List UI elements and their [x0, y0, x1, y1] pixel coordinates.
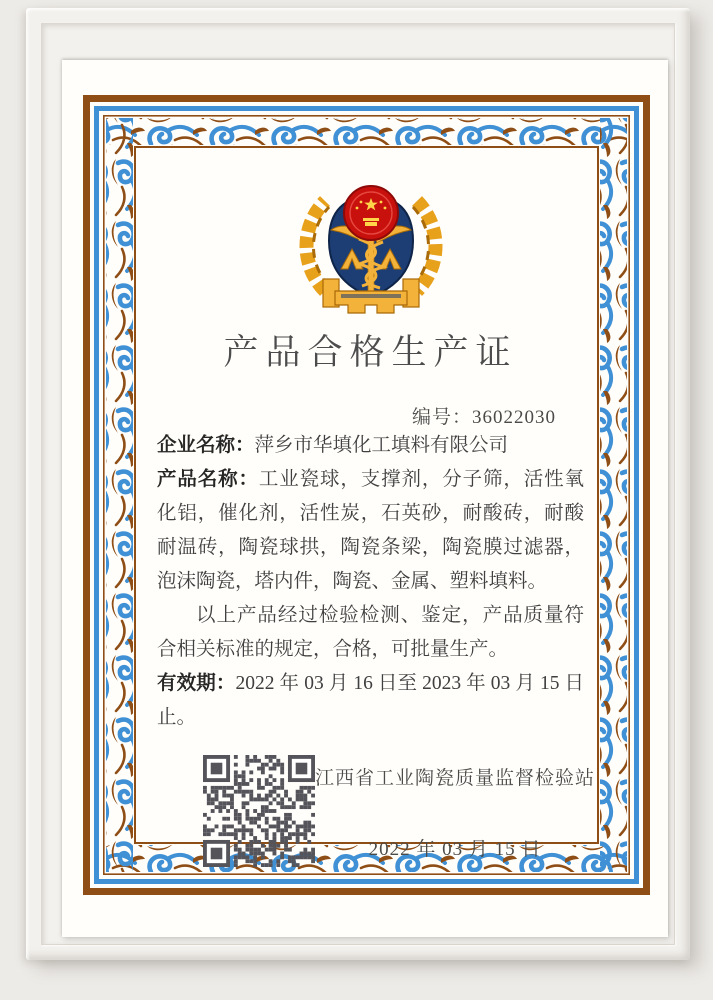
- validity-text: 2022 年 03 月 16 日至 2023 年 03 月 15 日止。: [157, 673, 584, 728]
- statement-paragraph: 以上产品经过检验检测、鉴定，产品质量符合相关标准的规定，合格，可批量生产。: [157, 605, 584, 660]
- certificate-emblem: [295, 171, 447, 316]
- company-name: 萍乡市华填化工填料有限公司: [254, 435, 509, 456]
- company-row: [157, 429, 584, 463]
- certificate-paper: [62, 60, 668, 937]
- certificate-footer: [157, 755, 596, 867]
- product-paragraph: [157, 463, 584, 599]
- qr-code: [203, 755, 315, 867]
- serial-row: [157, 402, 584, 429]
- issuer-block: [315, 755, 595, 861]
- serial-number: 36022030: [472, 407, 556, 428]
- picture-frame: [26, 8, 690, 960]
- company-label: 企业名称：: [157, 435, 255, 456]
- issuer-name: 江西省工业陶瓷质量监督检验站: [315, 768, 596, 789]
- certificate-content: [131, 131, 602, 866]
- serial-label: 编号：: [411, 407, 472, 428]
- product-names: 工业瓷球，支撑剂，分子筛，活性氧化铝，催化剂，活性炭，石英砂，耐酸砖，耐酸耐温砖，陶瓷球拱，陶瓷条梁，陶瓷膜过滤器，泡沫陶瓷，塔内件，陶瓷、金属、塑料填料。: [157, 469, 584, 592]
- product-label: 产品名称：: [157, 469, 259, 490]
- industry-commerce-emblem-icon: [295, 171, 447, 316]
- validity-label: 有效期：: [157, 673, 236, 694]
- validity-row: [157, 667, 584, 735]
- issue-date: 2022 年 03 月 15 日: [368, 839, 542, 860]
- certificate-title: 产品合格生产证: [223, 333, 518, 372]
